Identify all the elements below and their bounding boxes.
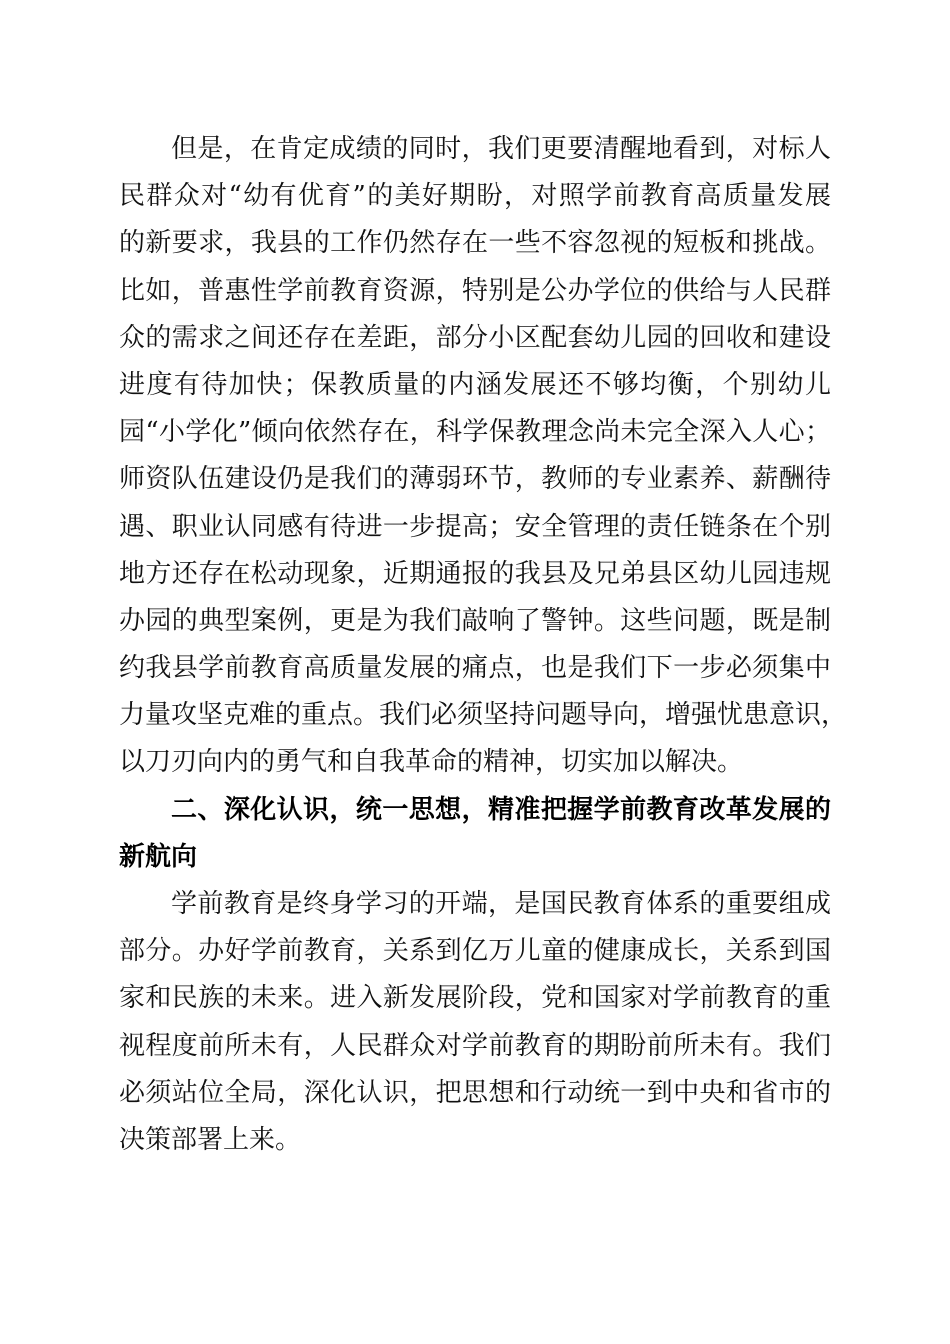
heading-line: 新航向	[119, 841, 198, 872]
text-line: 学前教育是终身学习的开端，是国民教育体系的重要组成	[171, 889, 831, 919]
text-line: 园“小学化”倾向依然存在，科学保教理念尚未完全深入人心；	[119, 417, 831, 448]
text-line: 师资队伍建设仍是我们的薄弱环节，教师的专业素养、薪酬待	[119, 464, 831, 495]
text-line: 办园的典型案例，更是为我们敲响了警钟。这些问题，既是制	[119, 605, 831, 636]
text-line: 部分。办好学前教育，关系到亿万儿童的健康成长，关系到国	[119, 936, 831, 967]
text-line: 进度有待加快；保教质量的内涵发展还不够均衡，个别幼儿	[119, 369, 831, 400]
text-line: 决策部署上来。	[119, 1124, 302, 1155]
heading-line: 二、深化认识，统一思想，精准把握学前教育改革发展的	[171, 794, 831, 825]
text-line: 众的需求之间还存在差距，部分小区配套幼儿园的回收和建设	[119, 322, 831, 353]
paragraph-challenges	[119, 126, 848, 787]
section-heading	[119, 787, 831, 881]
text-line: 家和民族的未来。进入新发展阶段，党和国家对学前教育的重	[119, 983, 831, 1014]
text-line: 民群众对“幼有优育”的美好期盼，对照学前教育高质量发展	[119, 181, 831, 212]
text-line: 地方还存在松动现象，近期通报的我县及兄弟县区幼儿园违规	[119, 558, 831, 589]
text-line: 约我县学前教育高质量发展的痛点，也是我们下一步必须集中	[119, 653, 831, 684]
text-line: 遇、职业认同感有待进一步提高；安全管理的责任链条在个别	[119, 511, 831, 542]
text-line: 视程度前所未有，人民群众对学前教育的期盼前所未有。我们	[119, 1030, 831, 1061]
text-line: 必须站位全局，深化认识，把思想和行动统一到中央和省市的	[119, 1077, 831, 1108]
document-page	[119, 126, 848, 1164]
text-line: 比如，普惠性学前教育资源，特别是公办学位的供给与人民群	[119, 275, 831, 306]
text-line: 但是，在肯定成绩的同时，我们更要清醒地看到，对标人	[171, 134, 831, 164]
text-line: 以刀刃向内的勇气和自我革命的精神，切实加以解决。	[119, 747, 744, 778]
text-line: 的新要求，我县的工作仍然存在一些不容忽视的短板和挑战。	[119, 228, 831, 259]
paragraph-preschool-education	[119, 881, 831, 1164]
text-line: 力量攻坚克难的重点。我们必须坚持问题导向，增强忧患意识，	[119, 700, 848, 731]
